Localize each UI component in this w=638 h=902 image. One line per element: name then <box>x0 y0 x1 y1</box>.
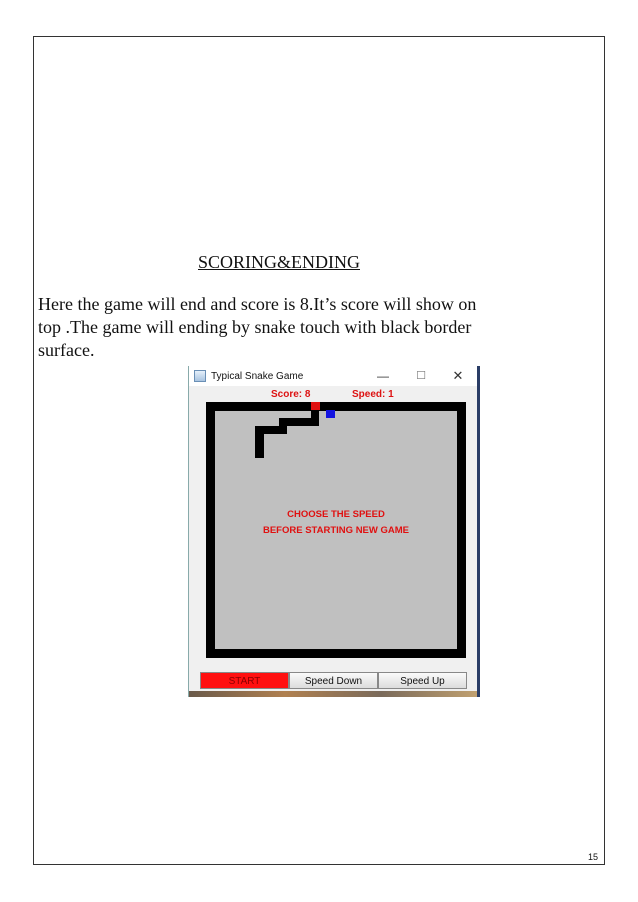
section-heading: SCORING&ENDING <box>198 252 360 272</box>
speed-up-button[interactable]: Speed Up <box>378 672 467 689</box>
start-button[interactable]: START <box>200 672 289 689</box>
close-icon[interactable]: ✕ <box>452 368 464 383</box>
java-app-icon <box>194 370 206 382</box>
speed-label: Speed: 1 <box>352 389 394 400</box>
paragraph-line-3: surface. <box>38 340 95 360</box>
minimize-icon[interactable]: — <box>377 369 389 383</box>
game-window-screenshot <box>188 366 480 697</box>
snake-segment <box>311 408 319 426</box>
paragraph-line-2: top .The game will ending by snake touch with black border <box>38 317 472 337</box>
food-item <box>326 410 335 418</box>
snake-head-marker <box>311 402 320 410</box>
desktop-background-strip <box>189 691 477 697</box>
speed-message-line-1: CHOOSE THE SPEED <box>287 509 385 520</box>
score-label: Score: 8 <box>271 389 311 400</box>
window-title: Typical Snake Game <box>211 370 304 382</box>
paragraph-line-1: Here the game will end and score is 8.It’s score will show on <box>38 294 477 314</box>
maximize-icon[interactable]: ☐ <box>416 370 426 382</box>
speed-down-button[interactable]: Speed Down <box>289 672 378 689</box>
page-number: 15 <box>588 852 599 862</box>
speed-message-line-2: BEFORE STARTING NEW GAME <box>262 525 410 536</box>
title-bar <box>189 366 477 386</box>
body-paragraph <box>38 293 563 362</box>
